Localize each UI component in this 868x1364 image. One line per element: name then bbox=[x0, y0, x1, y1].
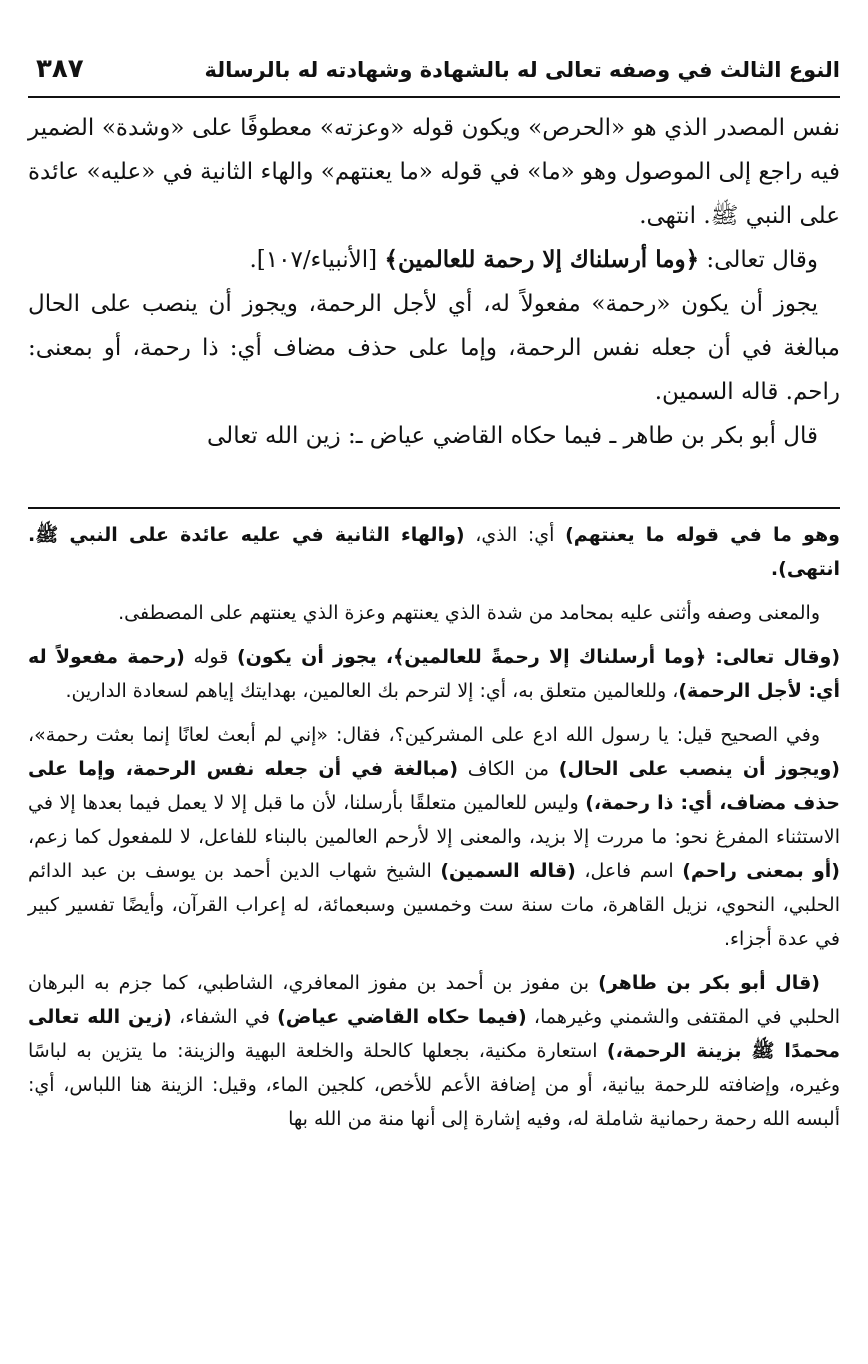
commentary-paragraph-4 bbox=[28, 718, 840, 956]
commentary-quote: (أو بمعنى راحم) bbox=[682, 860, 840, 882]
commentary-text: أي: الذي، bbox=[464, 524, 566, 546]
commentary-text: اسم فاعل، bbox=[575, 860, 683, 882]
commentary-text: بن مفوز بن أحمد بن مفوز المعافري، الشاطبي، كما جزم به البرهان الحلبي في المقتفى والشمني وغيرهما، bbox=[28, 972, 841, 1028]
commentary-paragraph-1 bbox=[28, 518, 840, 586]
commentary-quote: (فيما حكاه القاضي عياض) bbox=[277, 1006, 527, 1028]
commentary bbox=[28, 518, 840, 1146]
commentary-text: قوله bbox=[184, 646, 237, 668]
main-paragraph-1: نفس المصدر الذي هو «الحرص» ويكون قوله «وعزته» معطوفًا على «وشدة» الضمير فيه راجع إلى الموصول وهو «ما» في قوله «ما يعنتهم» والهاء الثانية في «عليه» عائدة على النبي ﷺ. انتهى. bbox=[28, 115, 840, 229]
commentary-quote: (ويجوز أن ينصب على الحال) bbox=[558, 758, 840, 780]
commentary-quote: (وقال تعالى: ﴿وما أرسلناك إلا رحمةً للعالمين﴾، يجوز أن يكون) bbox=[236, 646, 840, 668]
commentary-text: استعارة مكنية، بجعلها كالحلة والخلعة البهية والزينة: ما يتزين به لباسًا وغيره، وإضافته للرحمة بيانية، أو من إضافة الأعم للأخص، كلجين الماء، وقيل: الزينة هنا اللباس، أي: ألبسه الله رحمة رحمانية شاملة له، وفيه إشارة إلى أنها منة من الله بها bbox=[28, 1040, 840, 1130]
commentary-quote: (قال أبو بكر بن طاهر) bbox=[598, 972, 820, 994]
quran-verse: ﴿وما أرسلناك إلا رحمة للعالمين﴾ bbox=[384, 246, 700, 273]
main-paragraph-3: يجوز أن يكون «رحمة» مفعولاً له، أي لأجل الرحمة، ويجوز أن ينصب على الحال مبالغة في أن جعله نفس الرحمة، وإما على حذف مضاف أي: ذا رحمة، أو بمعنى: راحم. قاله السمين. bbox=[28, 291, 840, 405]
commentary-text: ، وللعالمين متعلق به، أي: إلا لترحم بك العالمين، بهدايتك إياهم لسعادة الدارين. bbox=[65, 680, 679, 702]
main-text bbox=[28, 106, 840, 458]
commentary-text: وليس للعالمين متعلقًا بأرسلنا، لأن ما قبل إلا لا يعمل فيما بعدها إلا في الاستثناء المفرغ نحو: ما مررت إلا بزيد، والمعنى إلا لأرحم العالمين بالبناء للفاعل، لا للمفعول كما زعم، bbox=[28, 792, 840, 848]
commentary-paragraph-5 bbox=[28, 966, 840, 1136]
verse-reference: [الأنبياء/١٠٧]. bbox=[249, 247, 385, 273]
commentary-quote: وهو ما في قوله ما يعنتهم) bbox=[565, 524, 840, 546]
commentary-text: وفي الصحيح قيل: يا رسول الله ادع على المشركين؟، فقال: «إني لم أبعث لعانًا إنما بعثت رحمة»، bbox=[28, 724, 820, 746]
page-number: ٣٨٧ bbox=[36, 54, 84, 84]
commentary-text: من الكاف bbox=[458, 758, 559, 780]
verse-intro: وقال تعالى: bbox=[699, 247, 818, 273]
commentary-text: الشيخ شهاب الدين أحمد بن يوسف بن عبد الدائم الحلبي، النحوي، نزيل القاهرة، مات سنة ست وخمسين وسبعمائة، له إعراب القرآن، وأيضًا تفسير كبير في عدة أجزاء. bbox=[28, 860, 840, 950]
commentary-quote: (رحمة مفعولاً له أي: لأجل الرحمة) bbox=[28, 646, 840, 702]
header-divider bbox=[28, 96, 840, 98]
main-paragraph-2 bbox=[28, 238, 840, 282]
commentary-quote: (قاله السمين) bbox=[440, 860, 576, 882]
commentary-paragraph-3 bbox=[28, 640, 840, 708]
commentary-quote: (والهاء الثانية في عليه عائدة على النبي ﷺ. انتهى). bbox=[28, 524, 840, 580]
running-header bbox=[28, 52, 840, 92]
commentary-text: في الشفاء، bbox=[171, 1006, 278, 1028]
commentary-quote: (زين الله تعالى محمدًا ﷺ بزينة الرحمة،) bbox=[28, 1006, 840, 1062]
commentary-divider bbox=[28, 507, 840, 509]
commentary-quote: (مبالغة في أن جعله نفس الرحمة، وإما على حذف مضاف، أي: ذا رحمة،) bbox=[28, 758, 840, 814]
main-paragraph-4: قال أبو بكر بن طاهر ـ فيما حكاه القاضي عياض ـ: زين الله تعالى bbox=[207, 423, 818, 449]
chapter-title: النوع الثالث في وصفه تعالى له بالشهادة وشهادته له بالرسالة bbox=[204, 58, 840, 82]
commentary-paragraph-2: والمعنى وصفه وأثنى عليه بمحامد من شدة الذي يعنتهم وعزة الذي يعنتهم على المصطفى. bbox=[118, 602, 820, 624]
